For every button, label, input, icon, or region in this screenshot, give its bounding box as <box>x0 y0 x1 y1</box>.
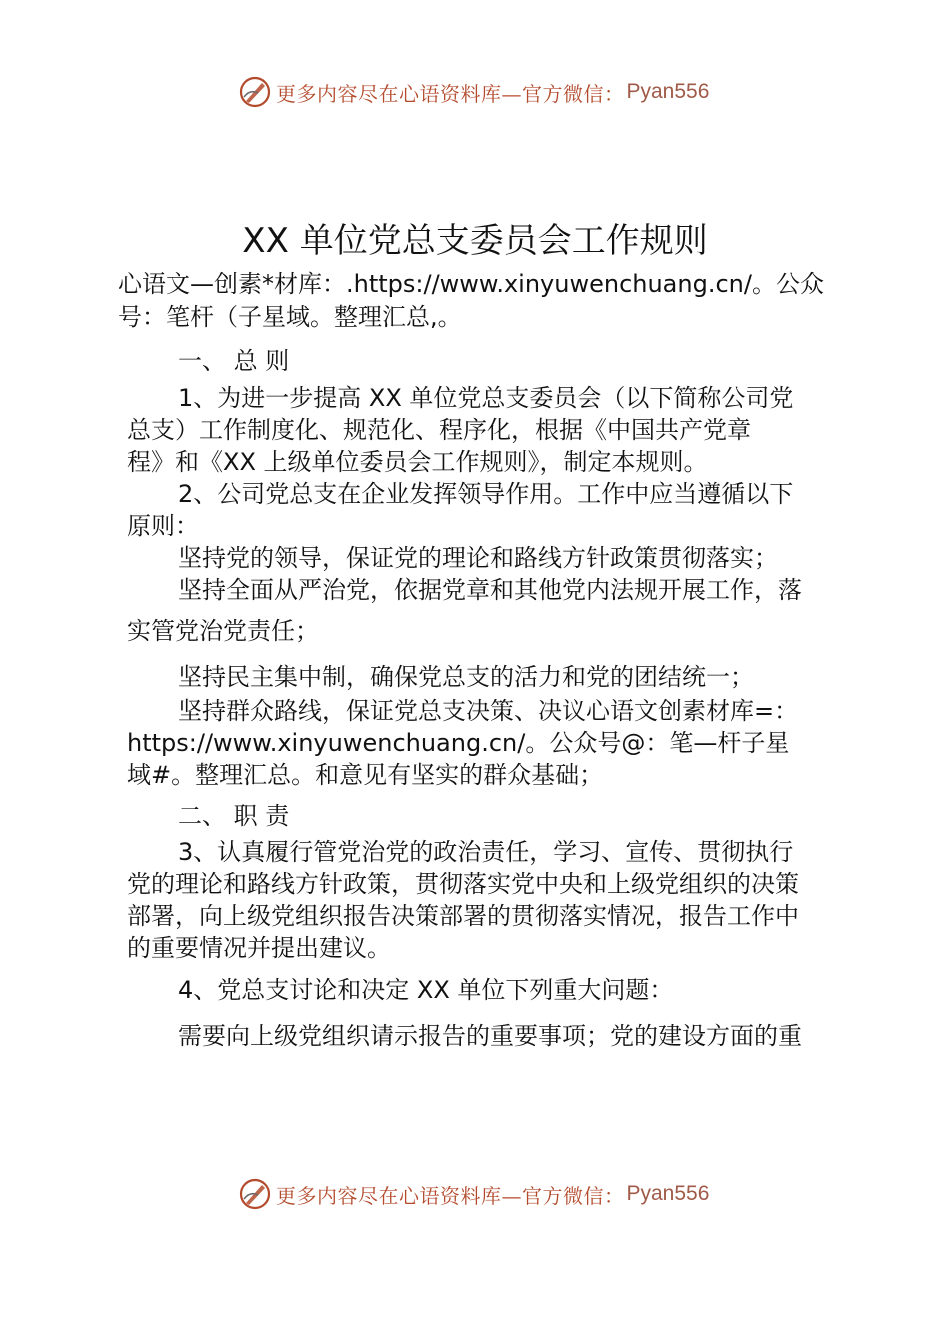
quill-logo-icon <box>238 75 272 109</box>
body-line-4: 1、为进一步提高 XX 单位党总支委员会（以下简称公司党 <box>178 384 794 412</box>
body-line-1: 心语文—创素*材库：.https://www.xinyuwenchuang.cn/。公众 <box>118 270 824 298</box>
body-line-13: 坚持群众路线，保证党总支决策、决议心语文创素材库=： <box>178 697 799 725</box>
header-banner <box>238 74 709 110</box>
quill-logo-icon <box>238 1177 272 1211</box>
body-line-17: 3、认真履行管党治党的政治责任，学习、宣传、贯彻执行 <box>178 838 794 866</box>
body-line-6: 程》和《XX 上级单位委员会工作规则》，制定本规则。 <box>127 448 708 476</box>
footer-banner-text: 更多内容尽在心语资料库—官方微信： <box>276 1183 625 1208</box>
body-line-11: 实管党治党责任； <box>127 617 319 645</box>
body-line-21: 4、党总支讨论和决定 XX 单位下列重大问题： <box>178 976 674 1004</box>
body-line-22: 需要向上级党组织请示报告的重要事项；党的建设方面的重 <box>178 1022 802 1050</box>
body-line-15: 域#。整理汇总。和意见有坚实的群众基础； <box>127 761 604 789</box>
section-heading-general: 一、 总 则 <box>178 347 290 375</box>
body-line-2: 号：笔杆（子星域。整理汇总,。 <box>118 303 462 331</box>
body-line-20: 的重要情况并提出建议。 <box>127 934 391 962</box>
document-title: XX 单位党总支委员会工作规则 <box>242 221 708 261</box>
body-line-19: 部署，向上级党组织报告决策部署的贯彻落实情况，报告工作中 <box>127 902 799 930</box>
footer-banner <box>238 1176 709 1212</box>
header-banner-text: 更多内容尽在心语资料库—官方微信： <box>276 81 625 106</box>
body-line-9: 坚持党的领导，保证党的理论和路线方针政策贯彻落实； <box>178 544 778 572</box>
body-line-5: 总支）工作制度化、规范化、程序化，根据《中国共产党章 <box>127 416 751 444</box>
footer-wechat-id: Pyan556 <box>626 1182 710 1205</box>
section-heading-duties: 二、 职 责 <box>178 802 290 830</box>
header-wechat-id: Pyan556 <box>626 80 710 103</box>
body-line-18: 党的理论和路线方针政策，贯彻落实党中央和上级党组织的决策 <box>127 870 799 898</box>
body-line-10: 坚持全面从严治党，依据党章和其他党内法规开展工作，落 <box>178 576 802 604</box>
body-line-12: 坚持民主集中制，确保党总支的活力和党的团结统一； <box>178 663 754 691</box>
body-line-7: 2、公司党总支在企业发挥领导作用。工作中应当遵循以下 <box>178 480 794 508</box>
body-line-14: https://www.xinyuwenchuang.cn/。公众号@：笔—杆子星 <box>127 729 790 757</box>
body-line-8: 原则： <box>127 512 199 540</box>
